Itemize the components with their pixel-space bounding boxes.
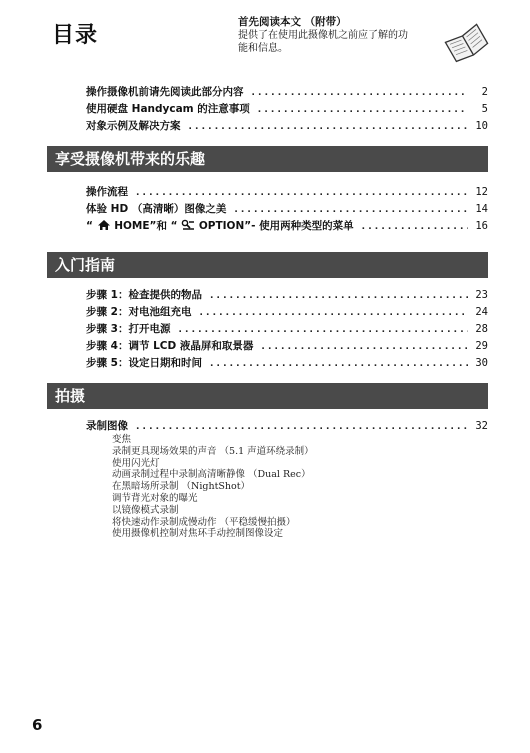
enjoy-toc bbox=[86, 184, 488, 235]
toc-page: 28 bbox=[475, 323, 488, 335]
leader-dots bbox=[210, 355, 468, 373]
sub-item[interactable]: 动画录制过程中录制高清晰静像 （Dual Rec） bbox=[112, 469, 311, 481]
leader-dots bbox=[199, 304, 468, 322]
toc-label: 录制图像 bbox=[86, 420, 128, 432]
option-icon bbox=[181, 219, 195, 231]
note-line-1: 提供了在使用此摄像机之前应了解的功 bbox=[238, 30, 408, 41]
leader-dots bbox=[178, 321, 468, 339]
toc-row-menus[interactable] bbox=[86, 218, 488, 235]
leader-dots bbox=[252, 84, 469, 102]
toc-label: 步骤 5：设定日期和时间 bbox=[86, 357, 202, 369]
toc-row[interactable] bbox=[86, 355, 488, 372]
home-icon bbox=[97, 219, 111, 231]
toc-row[interactable] bbox=[86, 101, 488, 118]
note-line-2: 能和信息。 bbox=[238, 43, 288, 54]
section-header-enjoy: 享受摄像机带来的乐趣 bbox=[47, 146, 488, 172]
toc-row[interactable] bbox=[86, 321, 488, 338]
toc-label: 操作摄像机前请先阅读此部分内容 bbox=[86, 86, 244, 98]
toc-row[interactable] bbox=[86, 304, 488, 321]
toc-label: 步骤 2：对电池组充电 bbox=[86, 306, 192, 318]
leader-dots bbox=[258, 101, 468, 119]
leader-dots bbox=[362, 218, 468, 236]
shooting-toc bbox=[86, 418, 488, 435]
sub-item[interactable]: 将快速动作录制成慢动作 （平稳缓慢拍摄） bbox=[112, 516, 296, 528]
toc-label: 对象示例及解决方案 bbox=[86, 120, 181, 132]
home-label: HOME”和 “ bbox=[114, 220, 178, 232]
toc-page: 29 bbox=[475, 340, 488, 352]
page-title: 目录 bbox=[52, 23, 99, 48]
shooting-subitems bbox=[112, 434, 314, 540]
leader-dots bbox=[136, 184, 468, 202]
quote-open: “ bbox=[86, 220, 93, 232]
toc-row[interactable] bbox=[86, 84, 488, 101]
sub-item[interactable]: 录制更具现场效果的声音 （5.1 声道环绕录制） bbox=[112, 445, 314, 457]
sub-item[interactable]: 在黑暗场所录制 （NightShot） bbox=[112, 481, 251, 493]
toc-row[interactable] bbox=[86, 184, 488, 201]
toc-label bbox=[86, 218, 354, 235]
toc-label: 步骤 4：调节 LCD 液晶屏和取景器 bbox=[86, 340, 254, 352]
leader-dots bbox=[189, 118, 469, 136]
toc-label: 操作流程 bbox=[86, 186, 128, 198]
option-label: OPTION”- 使用两种类型的菜单 bbox=[198, 220, 354, 232]
toc-label: 体验 HD （高清晰）图像之美 bbox=[86, 203, 227, 215]
sub-item[interactable]: 以镜像模式录制 bbox=[112, 504, 179, 516]
sub-item[interactable]: 使用闪光灯 bbox=[112, 457, 160, 469]
header-note bbox=[238, 16, 438, 55]
toc-page: 32 bbox=[475, 420, 488, 432]
toc-page: 23 bbox=[475, 289, 488, 301]
page-number: 6 bbox=[32, 716, 43, 734]
toc-page: 10 bbox=[475, 120, 488, 132]
section-header-shooting: 拍摄 bbox=[47, 383, 488, 409]
toc-label: 使用硬盘 Handycam 的注意事项 bbox=[86, 103, 250, 115]
leader-dots bbox=[210, 287, 468, 305]
leader-dots bbox=[261, 338, 468, 356]
toc-row[interactable] bbox=[86, 418, 488, 435]
intro-toc bbox=[86, 84, 488, 135]
leader-dots bbox=[234, 201, 468, 219]
toc-label: 步骤 3：打开电源 bbox=[86, 323, 171, 335]
toc-label: 步骤 1：检查提供的物品 bbox=[86, 289, 202, 301]
toc-page: 5 bbox=[481, 103, 488, 115]
sub-item[interactable]: 调节背光对象的曝光 bbox=[112, 492, 198, 504]
toc-row[interactable] bbox=[86, 201, 488, 218]
toc-row[interactable] bbox=[86, 118, 488, 135]
sub-item[interactable]: 使用摄像机控制对焦环手动控制图像设定 bbox=[112, 528, 284, 540]
toc-page: 14 bbox=[475, 203, 488, 215]
toc-page: 12 bbox=[475, 186, 488, 198]
toc-row[interactable] bbox=[86, 287, 488, 304]
toc-row[interactable] bbox=[86, 338, 488, 355]
toc-page: 2 bbox=[481, 86, 488, 98]
toc-page: 24 bbox=[475, 306, 488, 318]
note-title: 首先阅读本文 （附带） bbox=[238, 16, 347, 28]
open-book-icon bbox=[442, 18, 490, 66]
sub-item[interactable]: 变焦 bbox=[112, 434, 132, 445]
toc-page: 30 bbox=[475, 357, 488, 369]
getting-started-toc bbox=[86, 287, 488, 372]
section-header-getting-started: 入门指南 bbox=[47, 252, 488, 278]
toc-page: 16 bbox=[475, 220, 488, 232]
